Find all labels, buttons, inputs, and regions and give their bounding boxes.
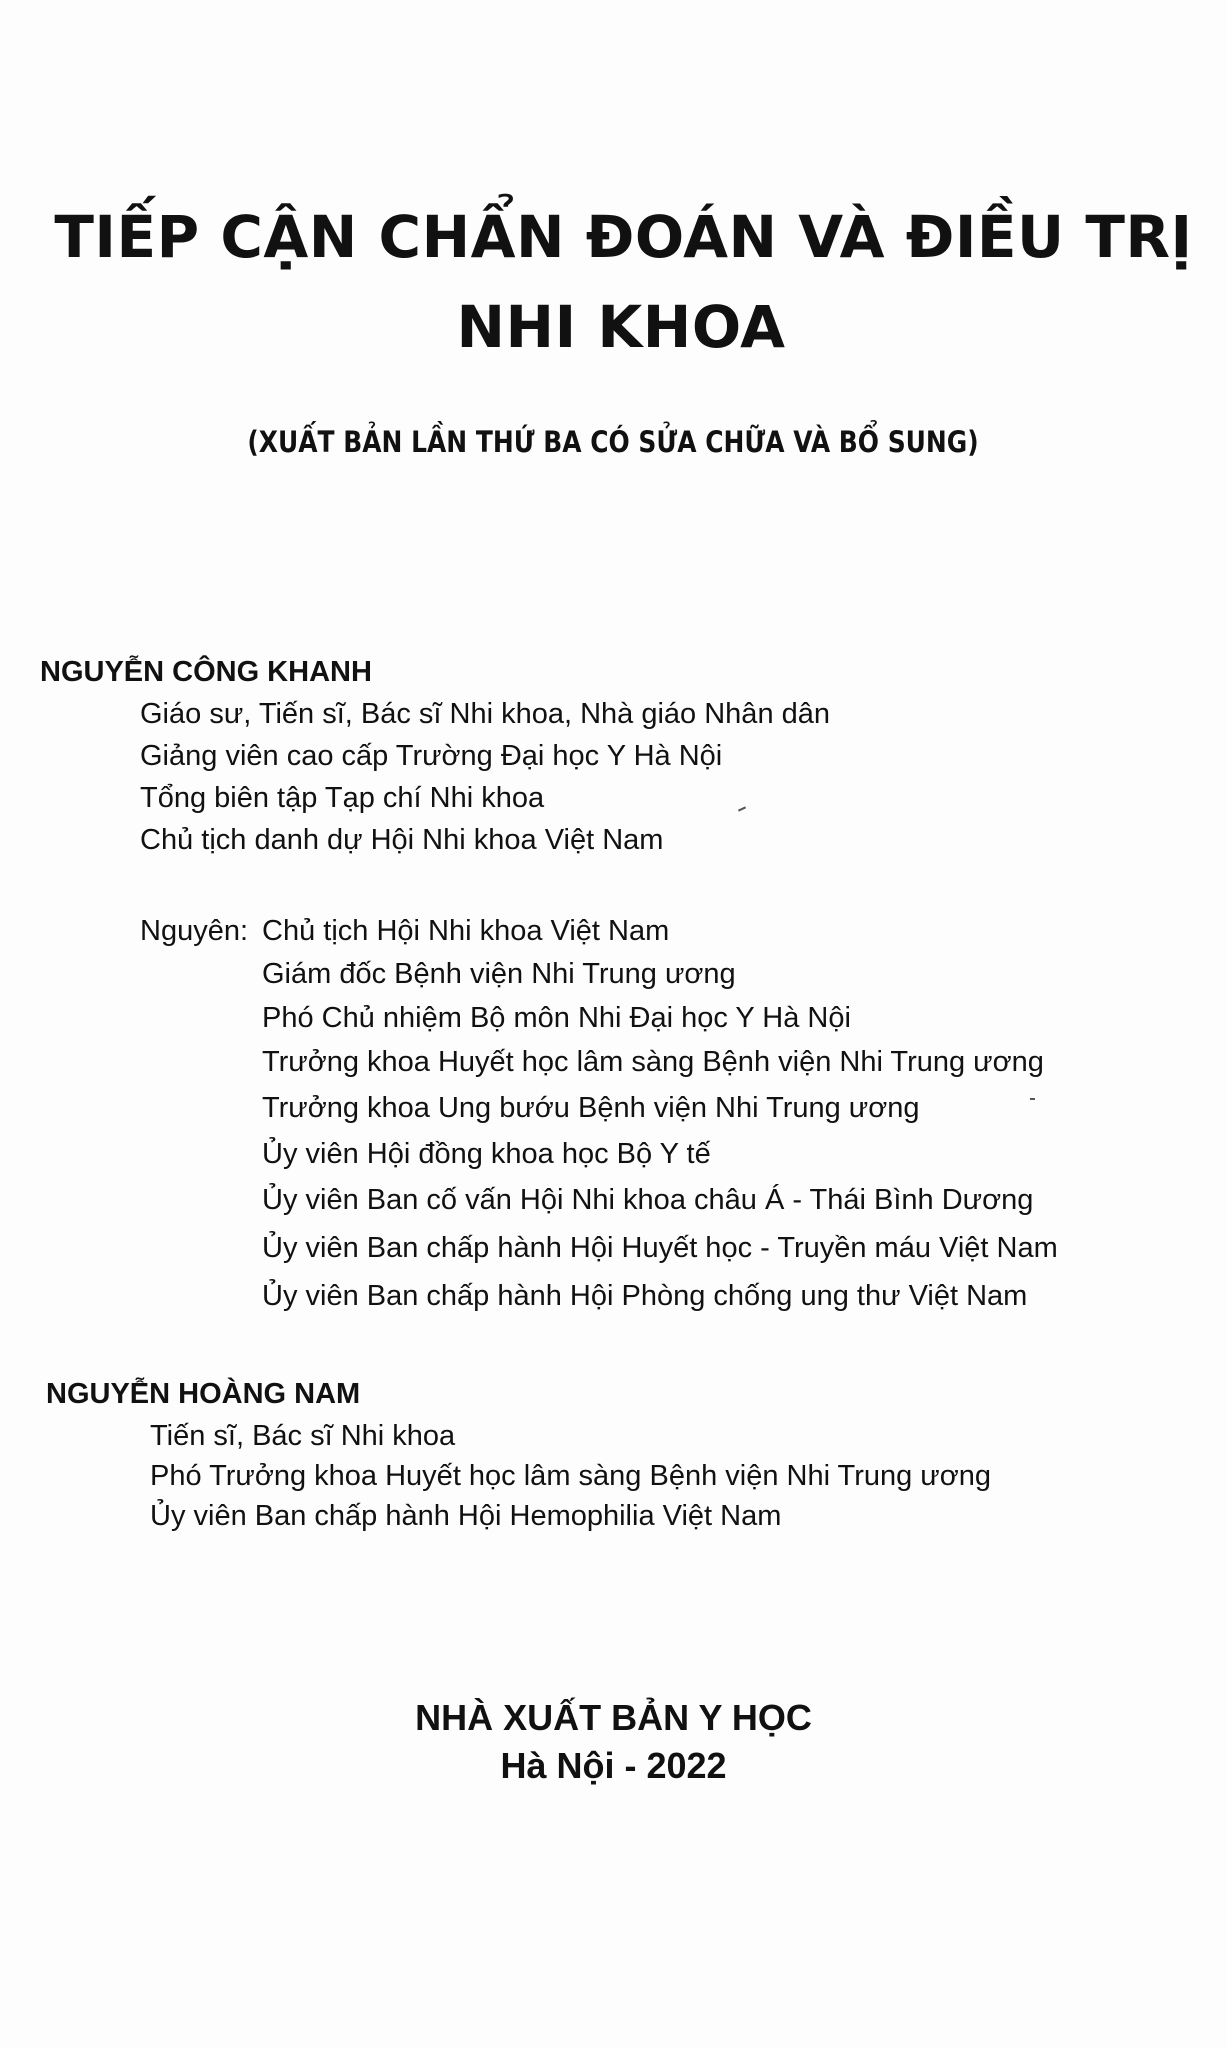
former-role: Giám đốc Bệnh viện Nhi Trung ương [262,958,736,990]
former-role: Ủy viên Ban chấp hành Hội Phòng chống ung thư Việt Nam [262,1280,1028,1312]
former-role: Trưởng khoa Ung bướu Bệnh viện Nhi Trung ương [262,1092,920,1124]
scan-speck [738,806,746,811]
former-role: Chủ tịch Hội Nhi khoa Việt Nam [262,915,670,947]
author-1-role: Tổng biên tập Tạp chí Nhi khoa [140,782,545,814]
former-label: Nguyên: [140,915,249,947]
publisher-place-year: Hà Nội - 2022 [500,1745,727,1786]
former-role: Trưởng khoa Huyết học lâm sàng Bệnh viện Nhi Trung ương [262,1046,1044,1078]
publisher-name: NHÀ XUẤT BẢN Y HỌC [415,1697,812,1738]
book-title-line-2: NHI KHOA [456,293,786,361]
author-2-role: Ủy viên Ban chấp hành Hội Hemophilia Việt Nam [150,1500,782,1532]
edition-subtitle: (XUẤT BẢN LẦN THỨ BA CÓ SỬA CHỮA VÀ BỔ SUNG) [247,425,979,459]
author-2-name: NGUYỄN HOÀNG NAM [46,1378,361,1410]
former-role: Ủy viên Hội đồng khoa học Bộ Y tế [262,1138,711,1170]
author-2-role: Tiến sĩ, Bác sĩ Nhi khoa [150,1420,456,1452]
former-role: Ủy viên Ban chấp hành Hội Huyết học - Truyền máu Việt Nam [262,1232,1058,1264]
author-1-role: Giáo sư, Tiến sĩ, Bác sĩ Nhi khoa, Nhà giáo Nhân dân [140,698,831,730]
author-1-name: NGUYỄN CÔNG KHANH [40,656,372,688]
author-1-role: Giảng viên cao cấp Trường Đại học Y Hà Nội [140,740,723,772]
author-2-role: Phó Trưởng khoa Huyết học lâm sàng Bệnh viện Nhi Trung ương [150,1460,991,1492]
former-role: Phó Chủ nhiệm Bộ môn Nhi Đại học Y Hà Nội [262,1002,851,1034]
author-1-role: Chủ tịch danh dự Hội Nhi khoa Việt Nam [140,824,664,856]
scan-speck [1030,1098,1035,1100]
book-title-line-1: TIẾP CẬN CHẨN ĐOÁN VÀ ĐIỀU TRỊ [54,203,1193,271]
former-role: Ủy viên Ban cố vấn Hội Nhi khoa châu Á - Thái Bình Dương [262,1184,1034,1216]
